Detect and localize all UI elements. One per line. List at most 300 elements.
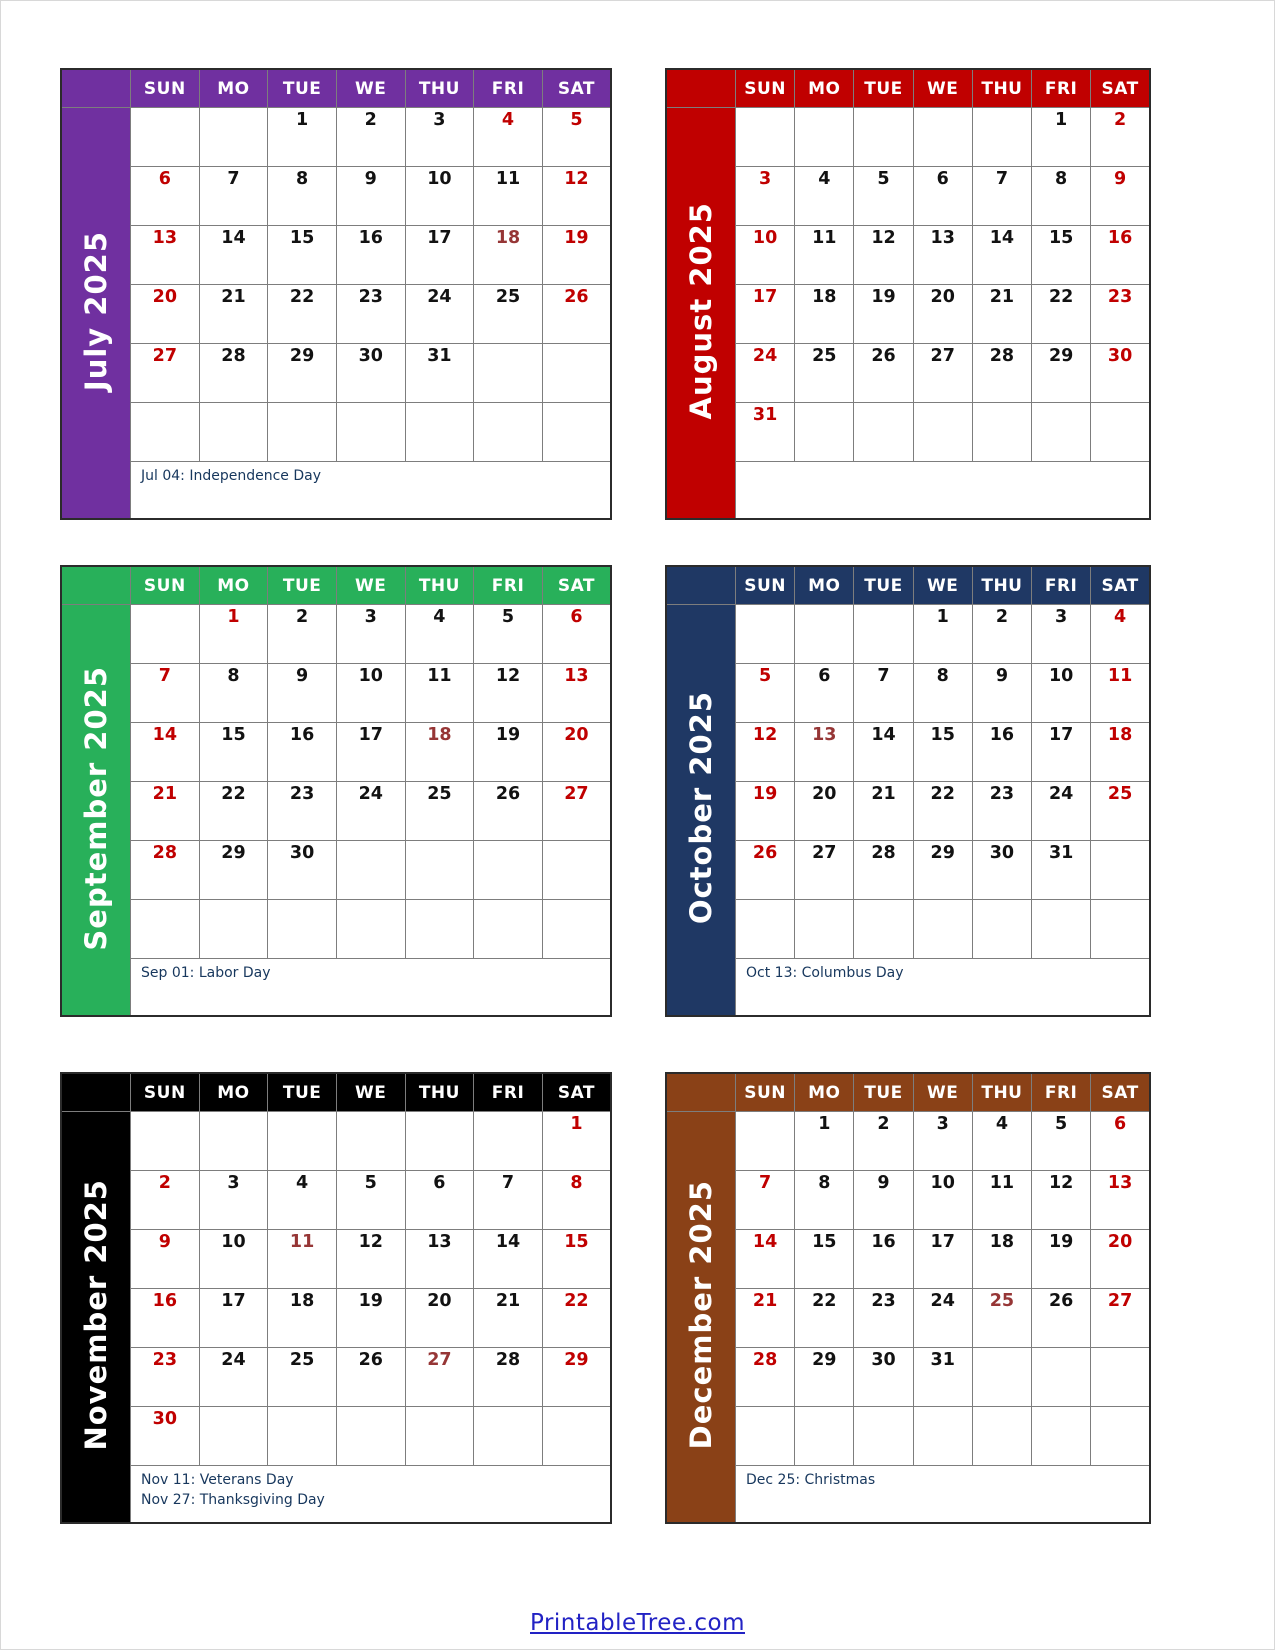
date-cell-july-2025-2: 2 (336, 108, 405, 167)
date-cell-december-2025-13: 13 (1091, 1171, 1150, 1230)
month-label: August 2025 (684, 202, 718, 420)
date-cell-november-2025-5: 5 (336, 1171, 405, 1230)
empty-cell (405, 900, 474, 959)
date-cell-july-2025-9: 9 (336, 167, 405, 226)
date-cell-november-2025-24: 24 (199, 1348, 268, 1407)
date-cell-october-2025-1: 1 (913, 605, 972, 664)
date-cell-october-2025-12: 12 (736, 723, 795, 782)
day-header-sat: SAT (1091, 69, 1150, 108)
day-header-we: WE (913, 1073, 972, 1112)
day-header-sat: SAT (1091, 566, 1150, 605)
empty-cell (131, 1112, 200, 1171)
day-header-thu: THU (972, 1073, 1031, 1112)
day-header-thu: THU (405, 566, 474, 605)
date-cell-october-2025-20: 20 (795, 782, 854, 841)
day-header-mo: MO (199, 69, 268, 108)
week-row (666, 1171, 1150, 1230)
empty-cell (405, 1407, 474, 1466)
holiday-note: Nov 11: Veterans Day (141, 1472, 294, 1488)
date-cell-september-2025-23: 23 (268, 782, 337, 841)
date-cell-november-2025-12: 12 (336, 1230, 405, 1289)
date-cell-november-2025-17: 17 (199, 1289, 268, 1348)
empty-cell (131, 403, 200, 462)
date-cell-november-2025-9: 9 (131, 1230, 200, 1289)
holiday-notes (736, 959, 1151, 1017)
day-header-tue: TUE (854, 69, 913, 108)
date-cell-september-2025-5: 5 (474, 605, 543, 664)
empty-cell (854, 108, 913, 167)
date-cell-december-2025-18: 18 (972, 1230, 1031, 1289)
date-cell-september-2025-3: 3 (336, 605, 405, 664)
date-cell-october-2025-2: 2 (972, 605, 1031, 664)
date-cell-december-2025-30: 30 (854, 1348, 913, 1407)
date-cell-july-2025-28: 28 (199, 344, 268, 403)
day-header-thu: THU (405, 1073, 474, 1112)
date-cell-august-2025-2: 2 (1091, 108, 1150, 167)
day-header-fri: FRI (474, 566, 543, 605)
holiday-row (61, 462, 611, 520)
date-cell-august-2025-15: 15 (1032, 226, 1091, 285)
date-cell-november-2025-25: 25 (268, 1348, 337, 1407)
date-cell-october-2025-30: 30 (972, 841, 1031, 900)
date-cell-december-2025-2: 2 (854, 1112, 913, 1171)
date-cell-december-2025-1: 1 (795, 1112, 854, 1171)
empty-cell (1091, 403, 1150, 462)
date-cell-september-2025-26: 26 (474, 782, 543, 841)
empty-cell (1032, 1348, 1091, 1407)
week-row (61, 108, 611, 167)
day-header-sat: SAT (542, 566, 611, 605)
date-cell-november-2025-11: 11 (268, 1230, 337, 1289)
week-row (666, 782, 1150, 841)
date-cell-july-2025-24: 24 (405, 285, 474, 344)
date-cell-december-2025-26: 26 (1032, 1289, 1091, 1348)
date-cell-november-2025-21: 21 (474, 1289, 543, 1348)
date-cell-september-2025-25: 25 (405, 782, 474, 841)
date-cell-september-2025-6: 6 (542, 605, 611, 664)
empty-cell (972, 403, 1031, 462)
week-row (666, 841, 1150, 900)
date-cell-november-2025-2: 2 (131, 1171, 200, 1230)
empty-cell (1032, 403, 1091, 462)
date-cell-october-2025-16: 16 (972, 723, 1031, 782)
date-cell-november-2025-22: 22 (542, 1289, 611, 1348)
date-cell-november-2025-8: 8 (542, 1171, 611, 1230)
empty-cell (972, 900, 1031, 959)
holiday-note: Dec 25: Christmas (746, 1472, 876, 1488)
date-cell-september-2025-20: 20 (542, 723, 611, 782)
date-cell-july-2025-21: 21 (199, 285, 268, 344)
date-cell-july-2025-17: 17 (405, 226, 474, 285)
holiday-notes (131, 462, 612, 520)
date-cell-december-2025-10: 10 (913, 1171, 972, 1230)
week-row (61, 226, 611, 285)
date-cell-november-2025-7: 7 (474, 1171, 543, 1230)
day-header-mo: MO (795, 69, 854, 108)
week-row (61, 605, 611, 664)
header-corner (666, 1073, 736, 1112)
date-cell-september-2025-16: 16 (268, 723, 337, 782)
date-cell-october-2025-24: 24 (1032, 782, 1091, 841)
week-row (61, 1230, 611, 1289)
date-cell-october-2025-3: 3 (1032, 605, 1091, 664)
date-cell-december-2025-22: 22 (795, 1289, 854, 1348)
date-cell-september-2025-29: 29 (199, 841, 268, 900)
date-cell-july-2025-1: 1 (268, 108, 337, 167)
date-cell-september-2025-22: 22 (199, 782, 268, 841)
empty-cell (795, 108, 854, 167)
week-row (61, 344, 611, 403)
day-header-we: WE (336, 566, 405, 605)
date-cell-december-2025-29: 29 (795, 1348, 854, 1407)
date-cell-september-2025-1: 1 (199, 605, 268, 664)
date-cell-november-2025-19: 19 (336, 1289, 405, 1348)
month-sidebar (61, 605, 131, 1017)
holiday-note: Sep 01: Labor Day (141, 965, 271, 981)
date-cell-august-2025-20: 20 (913, 285, 972, 344)
date-cell-november-2025-6: 6 (405, 1171, 474, 1230)
empty-cell (131, 605, 200, 664)
week-row (666, 605, 1150, 664)
empty-cell (199, 900, 268, 959)
empty-cell (336, 403, 405, 462)
holiday-note: Nov 27: Thanksgiving Day (141, 1492, 325, 1509)
date-cell-december-2025-25: 25 (972, 1289, 1031, 1348)
date-cell-december-2025-31: 31 (913, 1348, 972, 1407)
date-cell-december-2025-8: 8 (795, 1171, 854, 1230)
empty-cell (1091, 1407, 1150, 1466)
date-cell-september-2025-24: 24 (336, 782, 405, 841)
date-cell-july-2025-12: 12 (542, 167, 611, 226)
day-header-sat: SAT (542, 1073, 611, 1112)
date-cell-december-2025-3: 3 (913, 1112, 972, 1171)
month-label: October 2025 (684, 691, 718, 925)
date-cell-july-2025-23: 23 (336, 285, 405, 344)
date-cell-september-2025-18: 18 (405, 723, 474, 782)
empty-cell (795, 403, 854, 462)
day-header-sun: SUN (131, 566, 200, 605)
date-cell-july-2025-19: 19 (542, 226, 611, 285)
day-header-row (666, 566, 1150, 605)
date-cell-august-2025-13: 13 (913, 226, 972, 285)
date-cell-september-2025-14: 14 (131, 723, 200, 782)
date-cell-october-2025-5: 5 (736, 664, 795, 723)
date-cell-august-2025-23: 23 (1091, 285, 1150, 344)
date-cell-august-2025-26: 26 (854, 344, 913, 403)
date-cell-october-2025-14: 14 (854, 723, 913, 782)
empty-cell (474, 900, 543, 959)
date-cell-july-2025-13: 13 (131, 226, 200, 285)
empty-cell (1091, 900, 1150, 959)
date-cell-august-2025-11: 11 (795, 226, 854, 285)
holiday-row (61, 1466, 611, 1524)
day-header-mo: MO (795, 566, 854, 605)
date-cell-august-2025-22: 22 (1032, 285, 1091, 344)
week-row (666, 1230, 1150, 1289)
holiday-row (61, 959, 611, 1017)
week-row (61, 900, 611, 959)
date-cell-august-2025-29: 29 (1032, 344, 1091, 403)
holiday-notes (736, 1466, 1151, 1524)
month-panel-november-2025 (60, 1072, 612, 1524)
day-header-we: WE (913, 69, 972, 108)
empty-cell (405, 841, 474, 900)
date-cell-october-2025-6: 6 (795, 664, 854, 723)
date-cell-december-2025-28: 28 (736, 1348, 795, 1407)
month-sidebar (666, 1112, 736, 1524)
date-cell-october-2025-13: 13 (795, 723, 854, 782)
date-cell-december-2025-20: 20 (1091, 1230, 1150, 1289)
day-header-we: WE (336, 69, 405, 108)
date-cell-december-2025-11: 11 (972, 1171, 1031, 1230)
date-cell-august-2025-14: 14 (972, 226, 1031, 285)
date-cell-september-2025-8: 8 (199, 664, 268, 723)
empty-cell (736, 1407, 795, 1466)
date-cell-september-2025-2: 2 (268, 605, 337, 664)
empty-cell (854, 1407, 913, 1466)
date-cell-october-2025-29: 29 (913, 841, 972, 900)
empty-cell (474, 841, 543, 900)
day-header-tue: TUE (854, 566, 913, 605)
header-corner (666, 566, 736, 605)
date-cell-august-2025-7: 7 (972, 167, 1031, 226)
empty-cell (131, 900, 200, 959)
date-cell-august-2025-9: 9 (1091, 167, 1150, 226)
empty-cell (474, 1112, 543, 1171)
date-cell-september-2025-28: 28 (131, 841, 200, 900)
day-header-fri: FRI (474, 69, 543, 108)
date-cell-july-2025-20: 20 (131, 285, 200, 344)
date-cell-october-2025-7: 7 (854, 664, 913, 723)
date-cell-december-2025-7: 7 (736, 1171, 795, 1230)
date-cell-august-2025-1: 1 (1032, 108, 1091, 167)
date-cell-november-2025-30: 30 (131, 1407, 200, 1466)
date-cell-october-2025-31: 31 (1032, 841, 1091, 900)
date-cell-july-2025-4: 4 (474, 108, 543, 167)
day-header-row (61, 1073, 611, 1112)
holiday-row (666, 462, 1150, 520)
date-cell-december-2025-24: 24 (913, 1289, 972, 1348)
week-row (666, 723, 1150, 782)
day-header-row (666, 69, 1150, 108)
date-cell-december-2025-5: 5 (1032, 1112, 1091, 1171)
empty-cell (405, 1112, 474, 1171)
week-row (666, 1289, 1150, 1348)
day-header-we: WE (336, 1073, 405, 1112)
empty-cell (795, 1407, 854, 1466)
date-cell-october-2025-11: 11 (1091, 664, 1150, 723)
date-cell-november-2025-4: 4 (268, 1171, 337, 1230)
date-cell-october-2025-23: 23 (972, 782, 1031, 841)
week-row (61, 403, 611, 462)
date-cell-july-2025-22: 22 (268, 285, 337, 344)
empty-cell (1032, 900, 1091, 959)
date-cell-october-2025-19: 19 (736, 782, 795, 841)
date-cell-august-2025-28: 28 (972, 344, 1031, 403)
date-cell-october-2025-27: 27 (795, 841, 854, 900)
day-header-sun: SUN (736, 69, 795, 108)
empty-cell (736, 900, 795, 959)
date-cell-november-2025-20: 20 (405, 1289, 474, 1348)
date-cell-july-2025-18: 18 (474, 226, 543, 285)
empty-cell (542, 841, 611, 900)
date-cell-october-2025-10: 10 (1032, 664, 1091, 723)
empty-cell (1091, 841, 1150, 900)
date-cell-december-2025-15: 15 (795, 1230, 854, 1289)
header-corner (61, 1073, 131, 1112)
date-cell-november-2025-14: 14 (474, 1230, 543, 1289)
date-cell-august-2025-10: 10 (736, 226, 795, 285)
date-cell-july-2025-15: 15 (268, 226, 337, 285)
date-cell-august-2025-31: 31 (736, 403, 795, 462)
date-cell-july-2025-10: 10 (405, 167, 474, 226)
date-cell-december-2025-19: 19 (1032, 1230, 1091, 1289)
day-header-sun: SUN (736, 566, 795, 605)
date-cell-august-2025-16: 16 (1091, 226, 1150, 285)
header-corner (61, 69, 131, 108)
week-row (61, 285, 611, 344)
empty-cell (913, 108, 972, 167)
date-cell-july-2025-11: 11 (474, 167, 543, 226)
date-cell-august-2025-3: 3 (736, 167, 795, 226)
date-cell-september-2025-13: 13 (542, 664, 611, 723)
date-cell-august-2025-17: 17 (736, 285, 795, 344)
week-row (666, 403, 1150, 462)
day-header-mo: MO (199, 566, 268, 605)
date-cell-august-2025-4: 4 (795, 167, 854, 226)
empty-cell (736, 605, 795, 664)
day-header-sun: SUN (131, 69, 200, 108)
week-row (61, 1171, 611, 1230)
week-row (61, 664, 611, 723)
date-cell-september-2025-9: 9 (268, 664, 337, 723)
empty-cell (736, 1112, 795, 1171)
day-header-row (61, 566, 611, 605)
holiday-note: Oct 13: Columbus Day (746, 965, 904, 981)
header-corner (61, 566, 131, 605)
holiday-notes (131, 959, 612, 1017)
date-cell-october-2025-9: 9 (972, 664, 1031, 723)
date-cell-july-2025-16: 16 (336, 226, 405, 285)
week-row (61, 782, 611, 841)
date-cell-september-2025-4: 4 (405, 605, 474, 664)
date-cell-july-2025-6: 6 (131, 167, 200, 226)
date-cell-july-2025-27: 27 (131, 344, 200, 403)
date-cell-august-2025-18: 18 (795, 285, 854, 344)
month-panel-august-2025 (665, 68, 1151, 520)
empty-cell (795, 605, 854, 664)
footer (0, 1610, 1275, 1636)
empty-cell (972, 1348, 1031, 1407)
date-cell-september-2025-11: 11 (405, 664, 474, 723)
date-cell-october-2025-28: 28 (854, 841, 913, 900)
week-row (666, 108, 1150, 167)
date-cell-september-2025-21: 21 (131, 782, 200, 841)
date-cell-september-2025-27: 27 (542, 782, 611, 841)
month-panel-december-2025 (665, 1072, 1151, 1524)
date-cell-august-2025-5: 5 (854, 167, 913, 226)
date-cell-december-2025-6: 6 (1091, 1112, 1150, 1171)
week-row (61, 167, 611, 226)
month-sidebar (61, 1112, 131, 1524)
date-cell-july-2025-5: 5 (542, 108, 611, 167)
empty-cell (268, 1407, 337, 1466)
date-cell-november-2025-29: 29 (542, 1348, 611, 1407)
month-sidebar (61, 108, 131, 520)
date-cell-august-2025-30: 30 (1091, 344, 1150, 403)
empty-cell (199, 1112, 268, 1171)
empty-cell (268, 1112, 337, 1171)
week-row (61, 723, 611, 782)
date-cell-december-2025-4: 4 (972, 1112, 1031, 1171)
empty-cell (1091, 1348, 1150, 1407)
week-row (61, 1112, 611, 1171)
date-cell-november-2025-13: 13 (405, 1230, 474, 1289)
week-row (666, 344, 1150, 403)
empty-cell (336, 841, 405, 900)
date-cell-october-2025-8: 8 (913, 664, 972, 723)
empty-cell (199, 108, 268, 167)
day-header-sun: SUN (131, 1073, 200, 1112)
date-cell-july-2025-8: 8 (268, 167, 337, 226)
week-row (666, 226, 1150, 285)
holiday-note: Jul 04: Independence Day (141, 468, 321, 484)
empty-cell (131, 108, 200, 167)
month-label: July 2025 (79, 230, 113, 392)
date-cell-july-2025-29: 29 (268, 344, 337, 403)
date-cell-october-2025-17: 17 (1032, 723, 1091, 782)
empty-cell (854, 900, 913, 959)
date-cell-october-2025-26: 26 (736, 841, 795, 900)
date-cell-november-2025-18: 18 (268, 1289, 337, 1348)
date-cell-november-2025-16: 16 (131, 1289, 200, 1348)
empty-cell (854, 403, 913, 462)
week-row (666, 900, 1150, 959)
holiday-row (666, 959, 1150, 1017)
date-cell-december-2025-17: 17 (913, 1230, 972, 1289)
week-row (666, 1407, 1150, 1466)
footer-link[interactable]: PrintableTree.com (530, 1610, 745, 1636)
date-cell-august-2025-8: 8 (1032, 167, 1091, 226)
date-cell-july-2025-31: 31 (405, 344, 474, 403)
month-panel-september-2025 (60, 565, 612, 1017)
calendar-row-2 (0, 565, 1275, 1017)
day-header-thu: THU (972, 566, 1031, 605)
calendar-row-3 (0, 1072, 1275, 1524)
day-header-sat: SAT (542, 69, 611, 108)
date-cell-october-2025-21: 21 (854, 782, 913, 841)
date-cell-november-2025-3: 3 (199, 1171, 268, 1230)
week-row (61, 1289, 611, 1348)
month-label: December 2025 (684, 1180, 718, 1450)
date-cell-september-2025-19: 19 (474, 723, 543, 782)
date-cell-october-2025-15: 15 (913, 723, 972, 782)
empty-cell (474, 403, 543, 462)
date-cell-august-2025-12: 12 (854, 226, 913, 285)
empty-cell (913, 1407, 972, 1466)
date-cell-november-2025-26: 26 (336, 1348, 405, 1407)
empty-cell (854, 605, 913, 664)
empty-cell (972, 1407, 1031, 1466)
day-header-fri: FRI (1032, 566, 1091, 605)
holiday-notes (736, 462, 1151, 520)
date-cell-october-2025-4: 4 (1091, 605, 1150, 664)
day-header-tue: TUE (268, 566, 337, 605)
empty-cell (913, 900, 972, 959)
week-row (61, 1407, 611, 1466)
date-cell-july-2025-7: 7 (199, 167, 268, 226)
month-sidebar (666, 605, 736, 1017)
